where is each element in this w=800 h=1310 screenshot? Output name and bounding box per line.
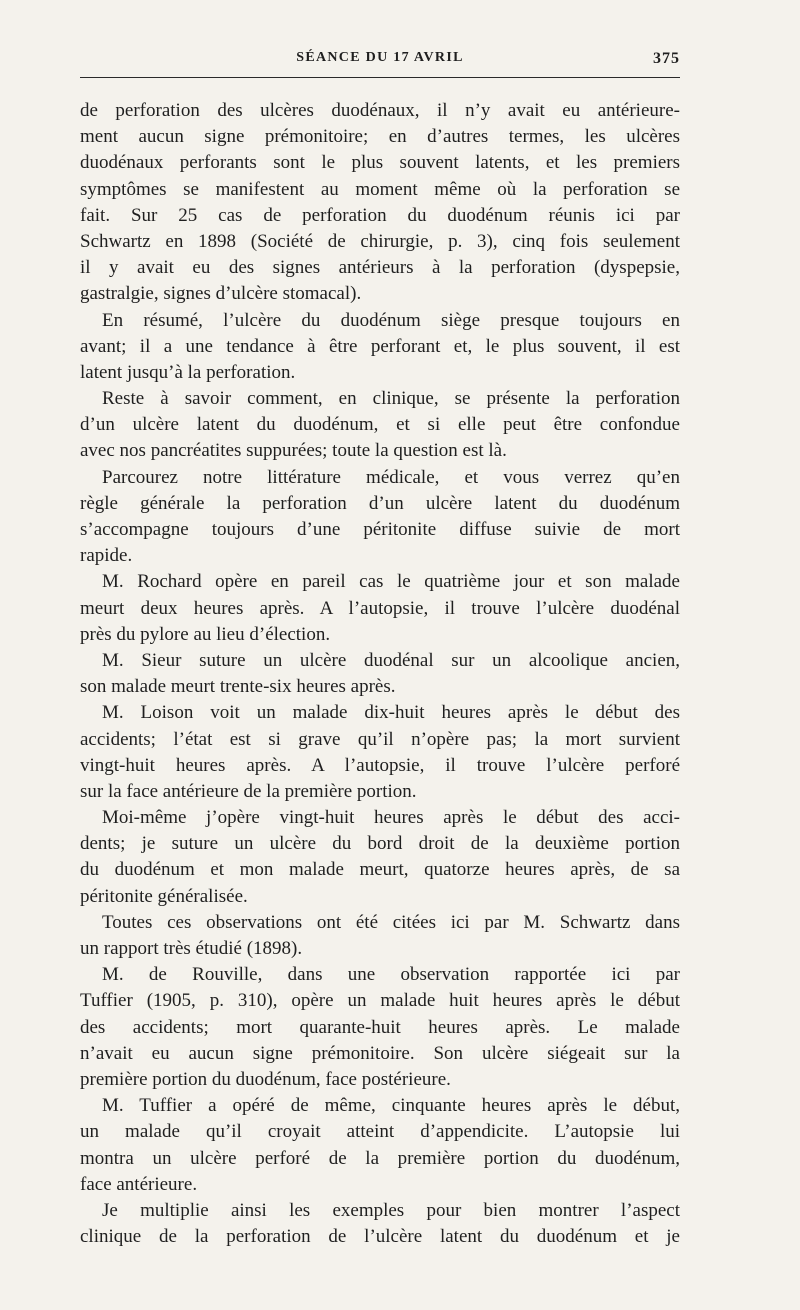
text-line: Je multiplie ainsi les exemples pour bien montrer l’aspect [102, 1199, 680, 1221]
text-line: face antérieure. [80, 1173, 198, 1195]
running-head: SÉANCE DU 17 AVRIL [296, 50, 464, 65]
text-line: première portion du duodénum, face postérieure. [80, 1068, 451, 1090]
text-line: d’un ulcère latent du duodénum, et si elle peut être confondue [80, 414, 680, 436]
body-text [80, 98, 680, 1250]
text-line: symptômes se manifestent au moment même où la perforation se [80, 178, 680, 200]
text-line: Tuffier (1905, p. 310), opère un malade huit heures après le début [80, 990, 680, 1012]
text-line: M. de Rouville, dans une observation rapportée ici par [102, 964, 680, 986]
text-line: avec nos pancréatites suppurées; toute la question est là. [80, 440, 507, 462]
text-line: Parcourez notre littérature médicale, et vous verrez qu’en [102, 466, 680, 488]
text-line: M. Rochard opère en pareil cas le quatrième jour et son malade [102, 571, 680, 593]
text-line: clinique de la perforation de l’ulcère latent du duodénum et je [80, 1226, 680, 1248]
text-line: près du pylore au lieu d’élection. [80, 623, 331, 645]
text-line: rapide. [80, 545, 133, 567]
text-line: dents; je suture un ulcère du bord droit de la deuxième portion [80, 833, 680, 855]
page-number: 375 [653, 50, 680, 67]
text-line: vingt-huit heures après. A l’autopsie, il trouve l’ulcère perforé [80, 754, 680, 776]
text-line: un malade qu’il croyait atteint d’appendicite. L’autopsie lui [80, 1121, 680, 1143]
text-line: Toutes ces observations ont été citées ici par M. Schwartz dans [102, 911, 680, 933]
text-line: Schwartz en 1898 (Société de chirurgie, p. 3), cinq fois seulement [80, 230, 680, 252]
text-line: fait. Sur 25 cas de perforation du duodénum réunis ici par [80, 204, 680, 226]
text-line: Reste à savoir comment, en clinique, se présente la perforation [102, 388, 680, 410]
text-line: montra un ulcère perforé de la première portion du duodénum, [80, 1147, 680, 1169]
text-line: Moi-même j’opère vingt-huit heures après le début des acci- [102, 807, 680, 829]
text-line: M. Tuffier a opéré de même, cinquante heures après le début, [102, 1095, 680, 1117]
text-line: un rapport très étudié (1898). [80, 938, 303, 959]
text-line: du duodénum et mon malade meurt, quatorze heures après, de sa [80, 859, 680, 881]
header-rule [80, 77, 680, 78]
text-line: son malade meurt trente-six heures après. [80, 676, 396, 698]
text-line: péritonite généralisée. [80, 885, 248, 907]
text-line: En résumé, l’ulcère du duodénum siège presque toujours en [102, 309, 680, 331]
text-line: meurt deux heures après. A l’autopsie, il trouve l’ulcère duodénal [80, 597, 680, 619]
text-line: n’avait eu aucun signe prémonitoire. Son ulcère siégeait sur la [80, 1042, 680, 1064]
text-line: règle générale la perforation d’un ulcère latent du duodénum [80, 492, 680, 514]
text-line: duodénaux perforants sont le plus souvent latents, et les premiers [80, 152, 680, 174]
text-line: sur la face antérieure de la première portion. [80, 780, 417, 802]
text-line: gastralgie, signes d’ulcère stomacal). [80, 283, 362, 305]
text-line: accidents; l’état est si grave qu’il n’opère pas; la mort survient [80, 728, 680, 750]
page-header [80, 50, 680, 74]
text-line: M. Sieur suture un ulcère duodénal sur un alcoolique ancien, [102, 649, 680, 671]
text-line: de perforation des ulcères duodénaux, il n’y avait eu antérieure- [80, 100, 680, 121]
text-line: des accidents; mort quarante-huit heures après. Le malade [80, 1016, 680, 1038]
text-line: il y avait eu des signes antérieurs à la perforation (dyspepsie, [80, 257, 680, 279]
text-line: avant; il a une tendance à être perforant et, le plus souvent, il est [80, 335, 680, 357]
text-line: ment aucun signe prémonitoire; en d’autres termes, les ulcères [80, 126, 680, 148]
text-line: latent jusqu’à la perforation. [80, 361, 296, 383]
text-line: s’accompagne toujours d’une péritonite diffuse suivie de mort [80, 519, 680, 540]
text-line: M. Loison voit un malade dix-huit heures après le début des [102, 702, 680, 724]
